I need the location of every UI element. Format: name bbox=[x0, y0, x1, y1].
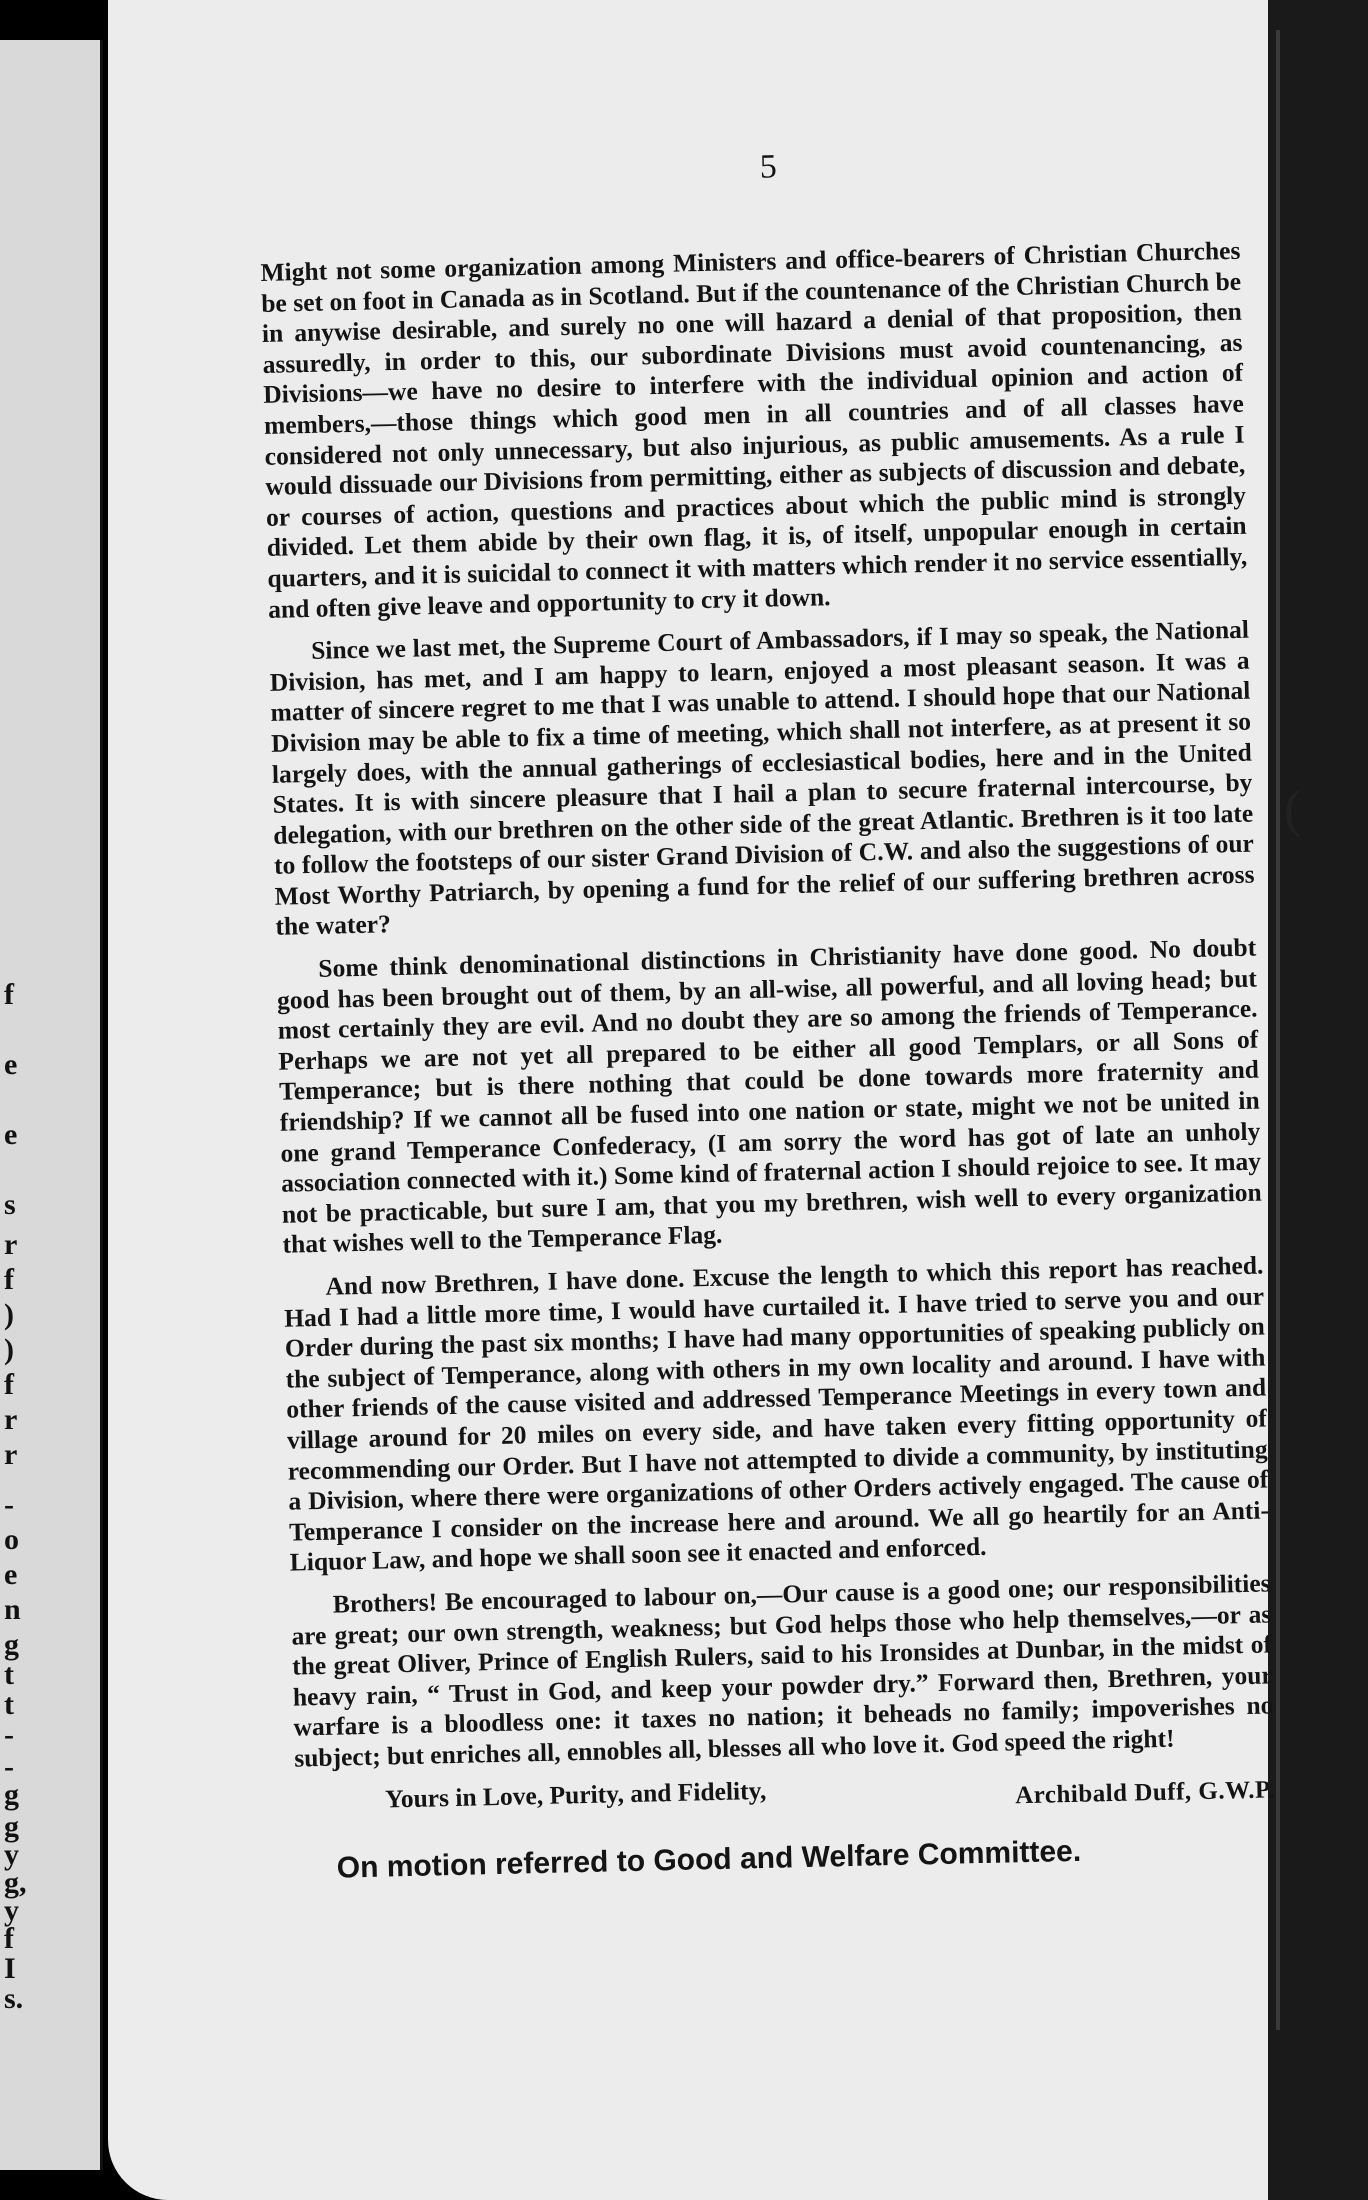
margin-fragment: e bbox=[4, 1118, 18, 1151]
margin-fragment: r bbox=[4, 1228, 18, 1261]
margin-fragment: - bbox=[4, 1718, 14, 1751]
margin-fragment: f bbox=[4, 1922, 14, 1955]
margin-fragment: t bbox=[4, 1688, 14, 1721]
margin-fragment: s. bbox=[4, 1982, 24, 2015]
margin-fragment: y bbox=[4, 1838, 19, 1871]
margin-fragment: f bbox=[4, 1368, 14, 1401]
adjacent-page-edge bbox=[0, 40, 103, 2170]
signature: Archibald Duff, G.W.P. bbox=[1014, 1775, 1276, 1809]
margin-fragment: r bbox=[4, 1438, 18, 1471]
margin-fragment: ) bbox=[4, 1333, 14, 1366]
margin-fragment: ) bbox=[4, 1298, 14, 1331]
margin-bracket-mark: ( bbox=[1284, 781, 1302, 838]
margin-fragment: I bbox=[4, 1952, 16, 1985]
paragraph: Some think denominational distinctions in Christianity have done good. No doubt good has been brought out of them, by an all-wise, all powerful, and all loving head; but most certainly they are evil. And no doubt they are so among the friends of Temperance. Perhaps we are not yet all prepared to be either all good Templars, or all Sons of Temperance; but is there nothing that could be done towards more fraternity and friendship? If we cannot all be fused into one nation or state, might we not be united in one grand Temperance Confederacy, (I am sorry the word has got of late an unholy association connected with it.) Some kind of fraternal action I should rejoice to see. It may not be practicable, but sure I am, that you my brethren, wish well to every organization that wishes well to the Temperance Flag. bbox=[276, 932, 1262, 1260]
binding-edge bbox=[1268, 0, 1368, 2200]
margin-fragment: e bbox=[4, 1048, 18, 1081]
margin-fragment: - bbox=[4, 1488, 14, 1521]
margin-fragment: g bbox=[4, 1628, 19, 1661]
margin-fragment: f bbox=[4, 978, 14, 1011]
margin-fragment: g bbox=[4, 1810, 19, 1843]
margin-fragment: t bbox=[4, 1658, 14, 1691]
page-text-block bbox=[258, 138, 1277, 1886]
margin-fragment: y bbox=[4, 1894, 19, 1927]
margin-fragment: f bbox=[4, 1263, 14, 1296]
margin-fragment: o bbox=[4, 1523, 19, 1556]
margin-fragment: - bbox=[4, 1750, 14, 1783]
margin-fragment: g, bbox=[4, 1866, 27, 1899]
page-number: 5 bbox=[759, 148, 778, 186]
motion-note: On motion referred to Good and Welfare Committee. bbox=[336, 1834, 1082, 1885]
margin-fragment: r bbox=[4, 1403, 18, 1436]
letter-closing: Yours in Love, Purity, and Fidelity, bbox=[384, 1775, 767, 1814]
paragraph: And now Brethren, I have done. Excuse the length to which this report has reached. Had I had a little more time, I would have curtailed it. I have tried to serve you and our Order during the past six months; I have had many opportunities of speaking publicly on the subject of Temperance, along with others in my own locality and around. I have with other friends of the cause visited and addressed Temperance Meetings in every town and village around for 20 miles on every side, and have taken every fitting opportunity of recommending our Order. But I have not attempted to divide a community, by instituting a Division, where there were organizations of other Orders actively engaged. The cause of Temperance I consider on the increase here and around. We all go heartily for an Anti-Liquor Law, and hope we shall soon see it enacted and enforced. bbox=[283, 1250, 1270, 1577]
margin-fragment: e bbox=[4, 1558, 18, 1591]
margin-fragment: s bbox=[4, 1188, 16, 1221]
margin-fragment: n bbox=[4, 1593, 21, 1626]
paragraph: Might not some organization among Ministers and office-bearers of Christian Churches be set on foot in Canada as in Scotland. But if the countenance of the Christian Church be in anywise desirable, and surely no one will hazard a denial of that proposition, then assuredly, in order to this, our subordinate Divisions must avoid countenancing, as Divisions—we have no desire to interfere with the individual opinion and action of members,—those things which good men in all countries and of all classes have considered not only unnecessary, but also injurious, as public amusements. As a rule I would dissuade our Divisions from permitting, either as subjects of discussion and debate, or courses of action, questions and practices about which the public mind is strongly divided. Let them abide by their own flag, it is, of itself, unpopular enough in certain quarters, and it is suicidal to connect it with matters which render it no service essentially, and often give leave and opportunity to cry it down. bbox=[260, 235, 1248, 624]
paragraph: Since we last met, the Supreme Court of Ambassadors, if I may so speak, the National Division, has met, and I am happy to learn, enjoyed a most pleasant season. It was a matter of sincere regret to me that I was unable to attend. I should hope that our National Division may be able to fix a time of meeting, which shall not interfere, as at present it so largely does, with the annual gatherings of ecclesiastical bodies, here and in the United States. It is with sincere pleasure that I hail a plan to secure fraternal intercourse, by delegation, with our brethren on the other side of the great Atlantic. Brethren is it too late to follow the footsteps of our sister Grand Division of C.W. and also the suggestions of our Most Worthy Patriarch, by opening a fund for the relief of our suffering brethren across the water? bbox=[269, 614, 1255, 942]
binding-rule bbox=[1276, 30, 1280, 2030]
margin-fragment: g bbox=[4, 1778, 19, 1811]
paragraph: Brothers! Be encouraged to labour on,—Our cause is a good one; our responsibilities are great; our own strength, weakness; but God helps those who help themselves,—or as the great Oliver, Prince of English Rulers, said to his Ironsides at Dunbar, in the midst of heavy rain, “ Trust in God, and keep your powder dry.” Forward then, Brethren, your warfare is a bloodless one: it taxes no nation; it beheads no family; impoverishes no subject; but enriches all, ennobles all, blesses all who love it. God speed the right! bbox=[291, 1568, 1274, 1773]
